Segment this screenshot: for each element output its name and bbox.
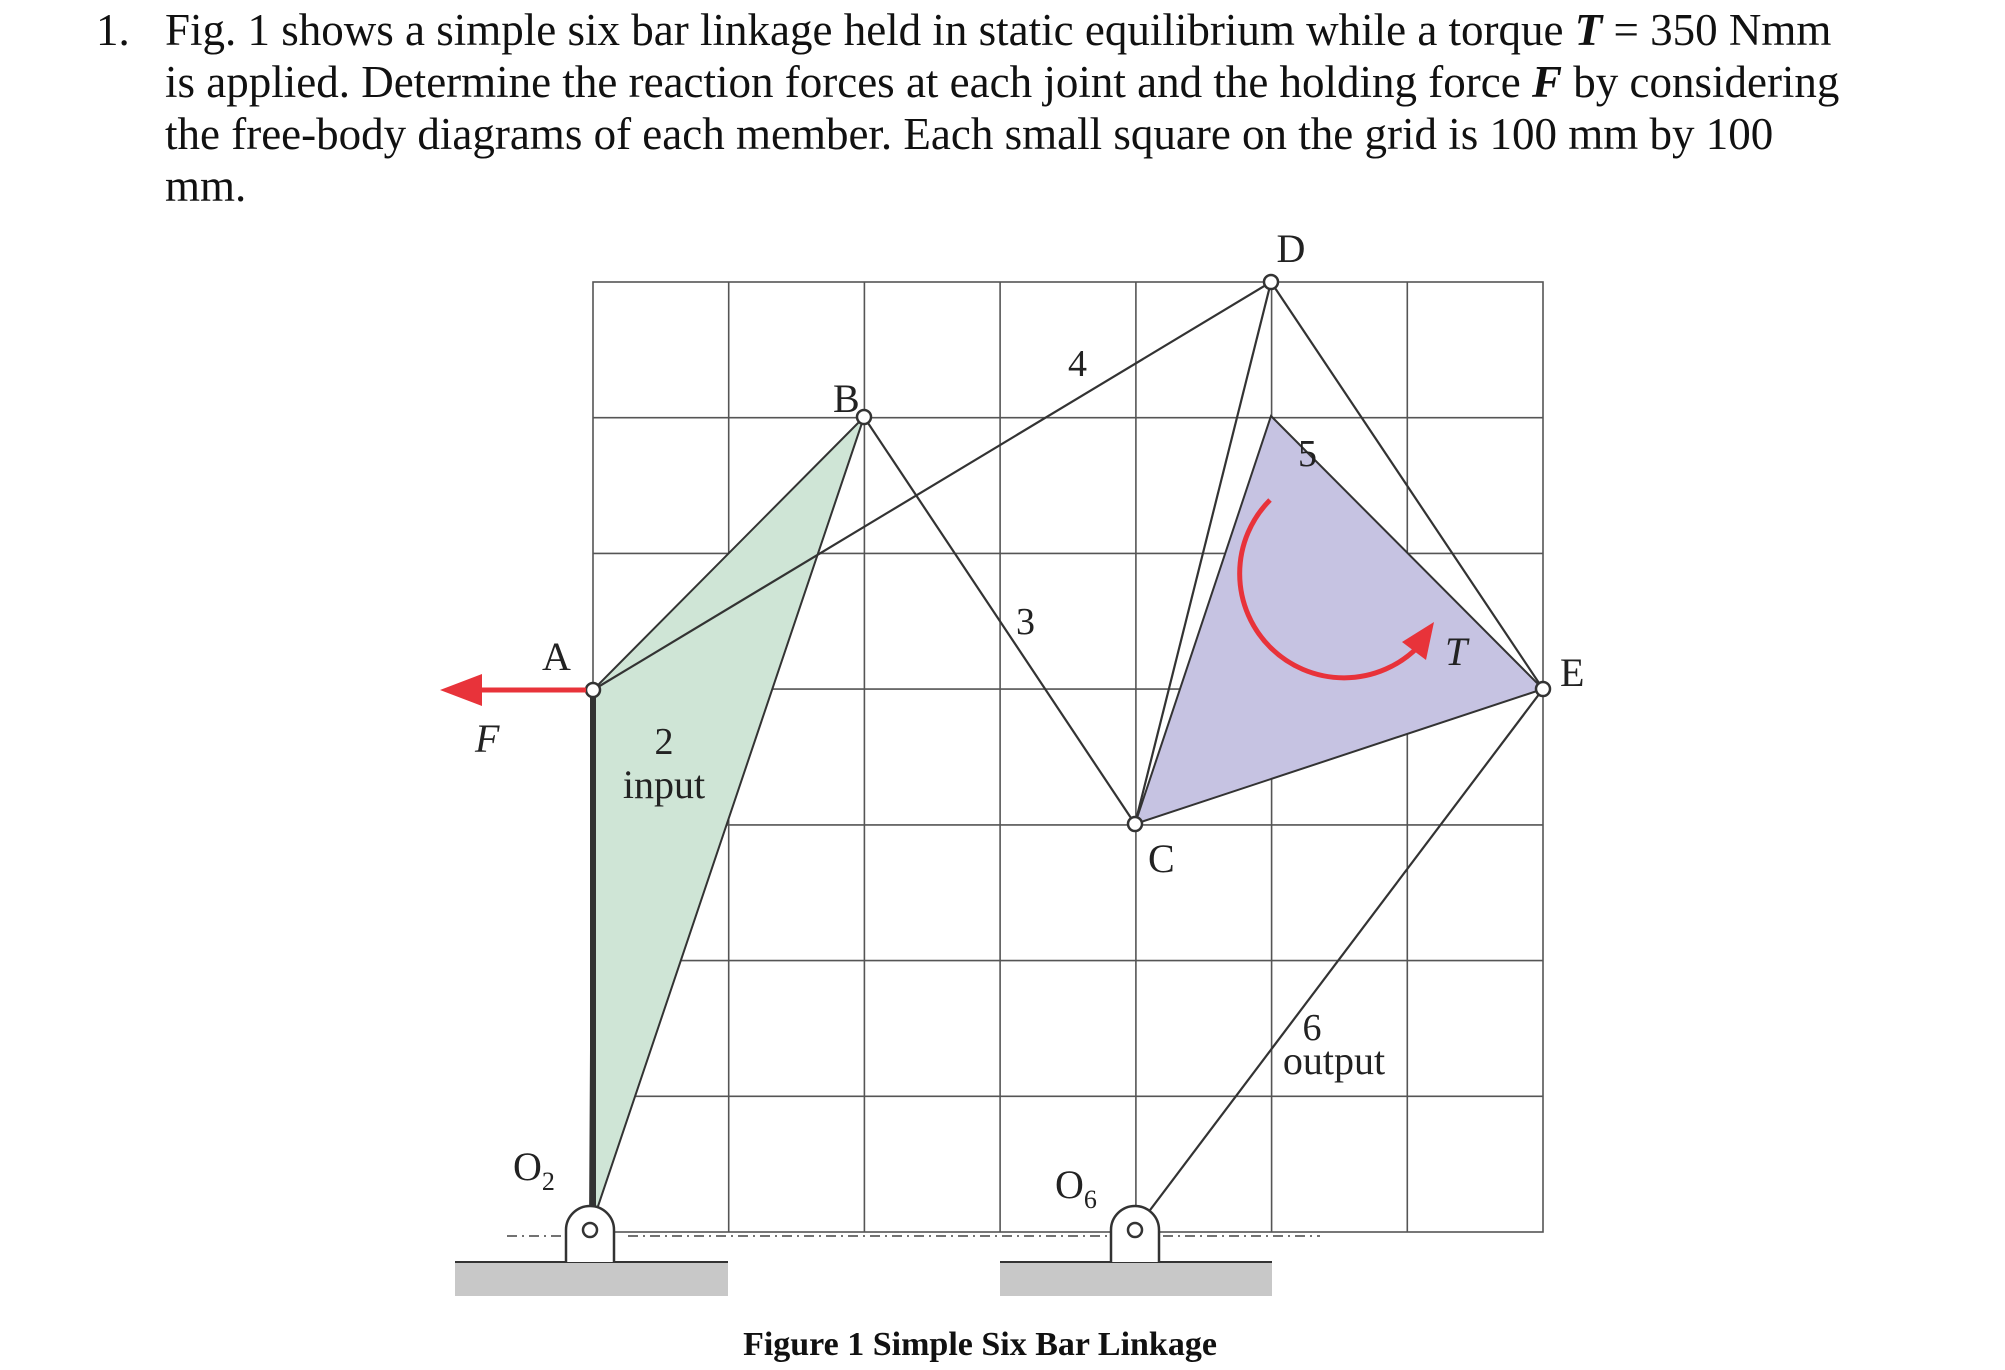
problem-line-2-text: is applied. Determine the reaction forces at each joint and the holding force <box>165 57 1532 107</box>
label-link-5: 5 <box>1298 433 1317 475</box>
label-link-3: 3 <box>1016 601 1035 643</box>
joint-a <box>586 683 600 697</box>
joint-o6 <box>1128 1223 1142 1237</box>
label-f: F <box>475 716 500 761</box>
problem-line-1-text: Fig. 1 shows a simple six bar linkage held in static equilibrium while a torque <box>165 5 1575 55</box>
label-o6-main: O <box>1055 1162 1084 1207</box>
figure-caption: Figure 1 Simple Six Bar Linkage <box>743 1326 1217 1363</box>
label-o2-sub: 2 <box>541 1167 555 1196</box>
label-d: D <box>1276 226 1306 271</box>
ground-left <box>455 1262 728 1296</box>
label-link-6-name: output <box>1282 1038 1386 1083</box>
label-o6 <box>1055 1162 1097 1214</box>
link-5-body <box>1135 416 1543 824</box>
problem-line-3: the free-body diagrams of each member. Each small square on the grid is 100 mm by 100 <box>165 109 1774 159</box>
label-link-6-number: 6 <box>1302 1007 1322 1049</box>
joint-d <box>1264 275 1278 289</box>
label-b: B <box>833 376 860 421</box>
label-o2-main: O <box>513 1144 542 1189</box>
problem-line-4: mm. <box>165 161 247 211</box>
label-o6-sub: 6 <box>1083 1185 1097 1214</box>
label-link-2-number: 2 <box>654 721 674 763</box>
torque-symbol: T <box>1574 5 1603 55</box>
problem-line-2-post: by considering <box>1561 57 1840 107</box>
label-e: E <box>1560 650 1585 695</box>
joint-o2 <box>583 1223 597 1237</box>
label-t: T <box>1445 629 1468 674</box>
ground-right <box>1000 1262 1272 1296</box>
force-arrow-head <box>440 674 482 706</box>
joint-c <box>1128 817 1142 831</box>
label-c: C <box>1148 836 1175 881</box>
joint-e <box>1536 682 1550 696</box>
force-symbol: F <box>1531 57 1562 107</box>
label-o2 <box>513 1144 555 1196</box>
torque-value: = 350 Nmm <box>1602 5 1832 55</box>
problem-number: 1. <box>96 5 130 55</box>
link-2-body <box>590 417 864 1230</box>
label-a: A <box>542 634 571 679</box>
label-link-4: 4 <box>1068 343 1087 385</box>
label-link-2-name: input <box>622 762 706 807</box>
link-4 <box>593 282 1271 690</box>
